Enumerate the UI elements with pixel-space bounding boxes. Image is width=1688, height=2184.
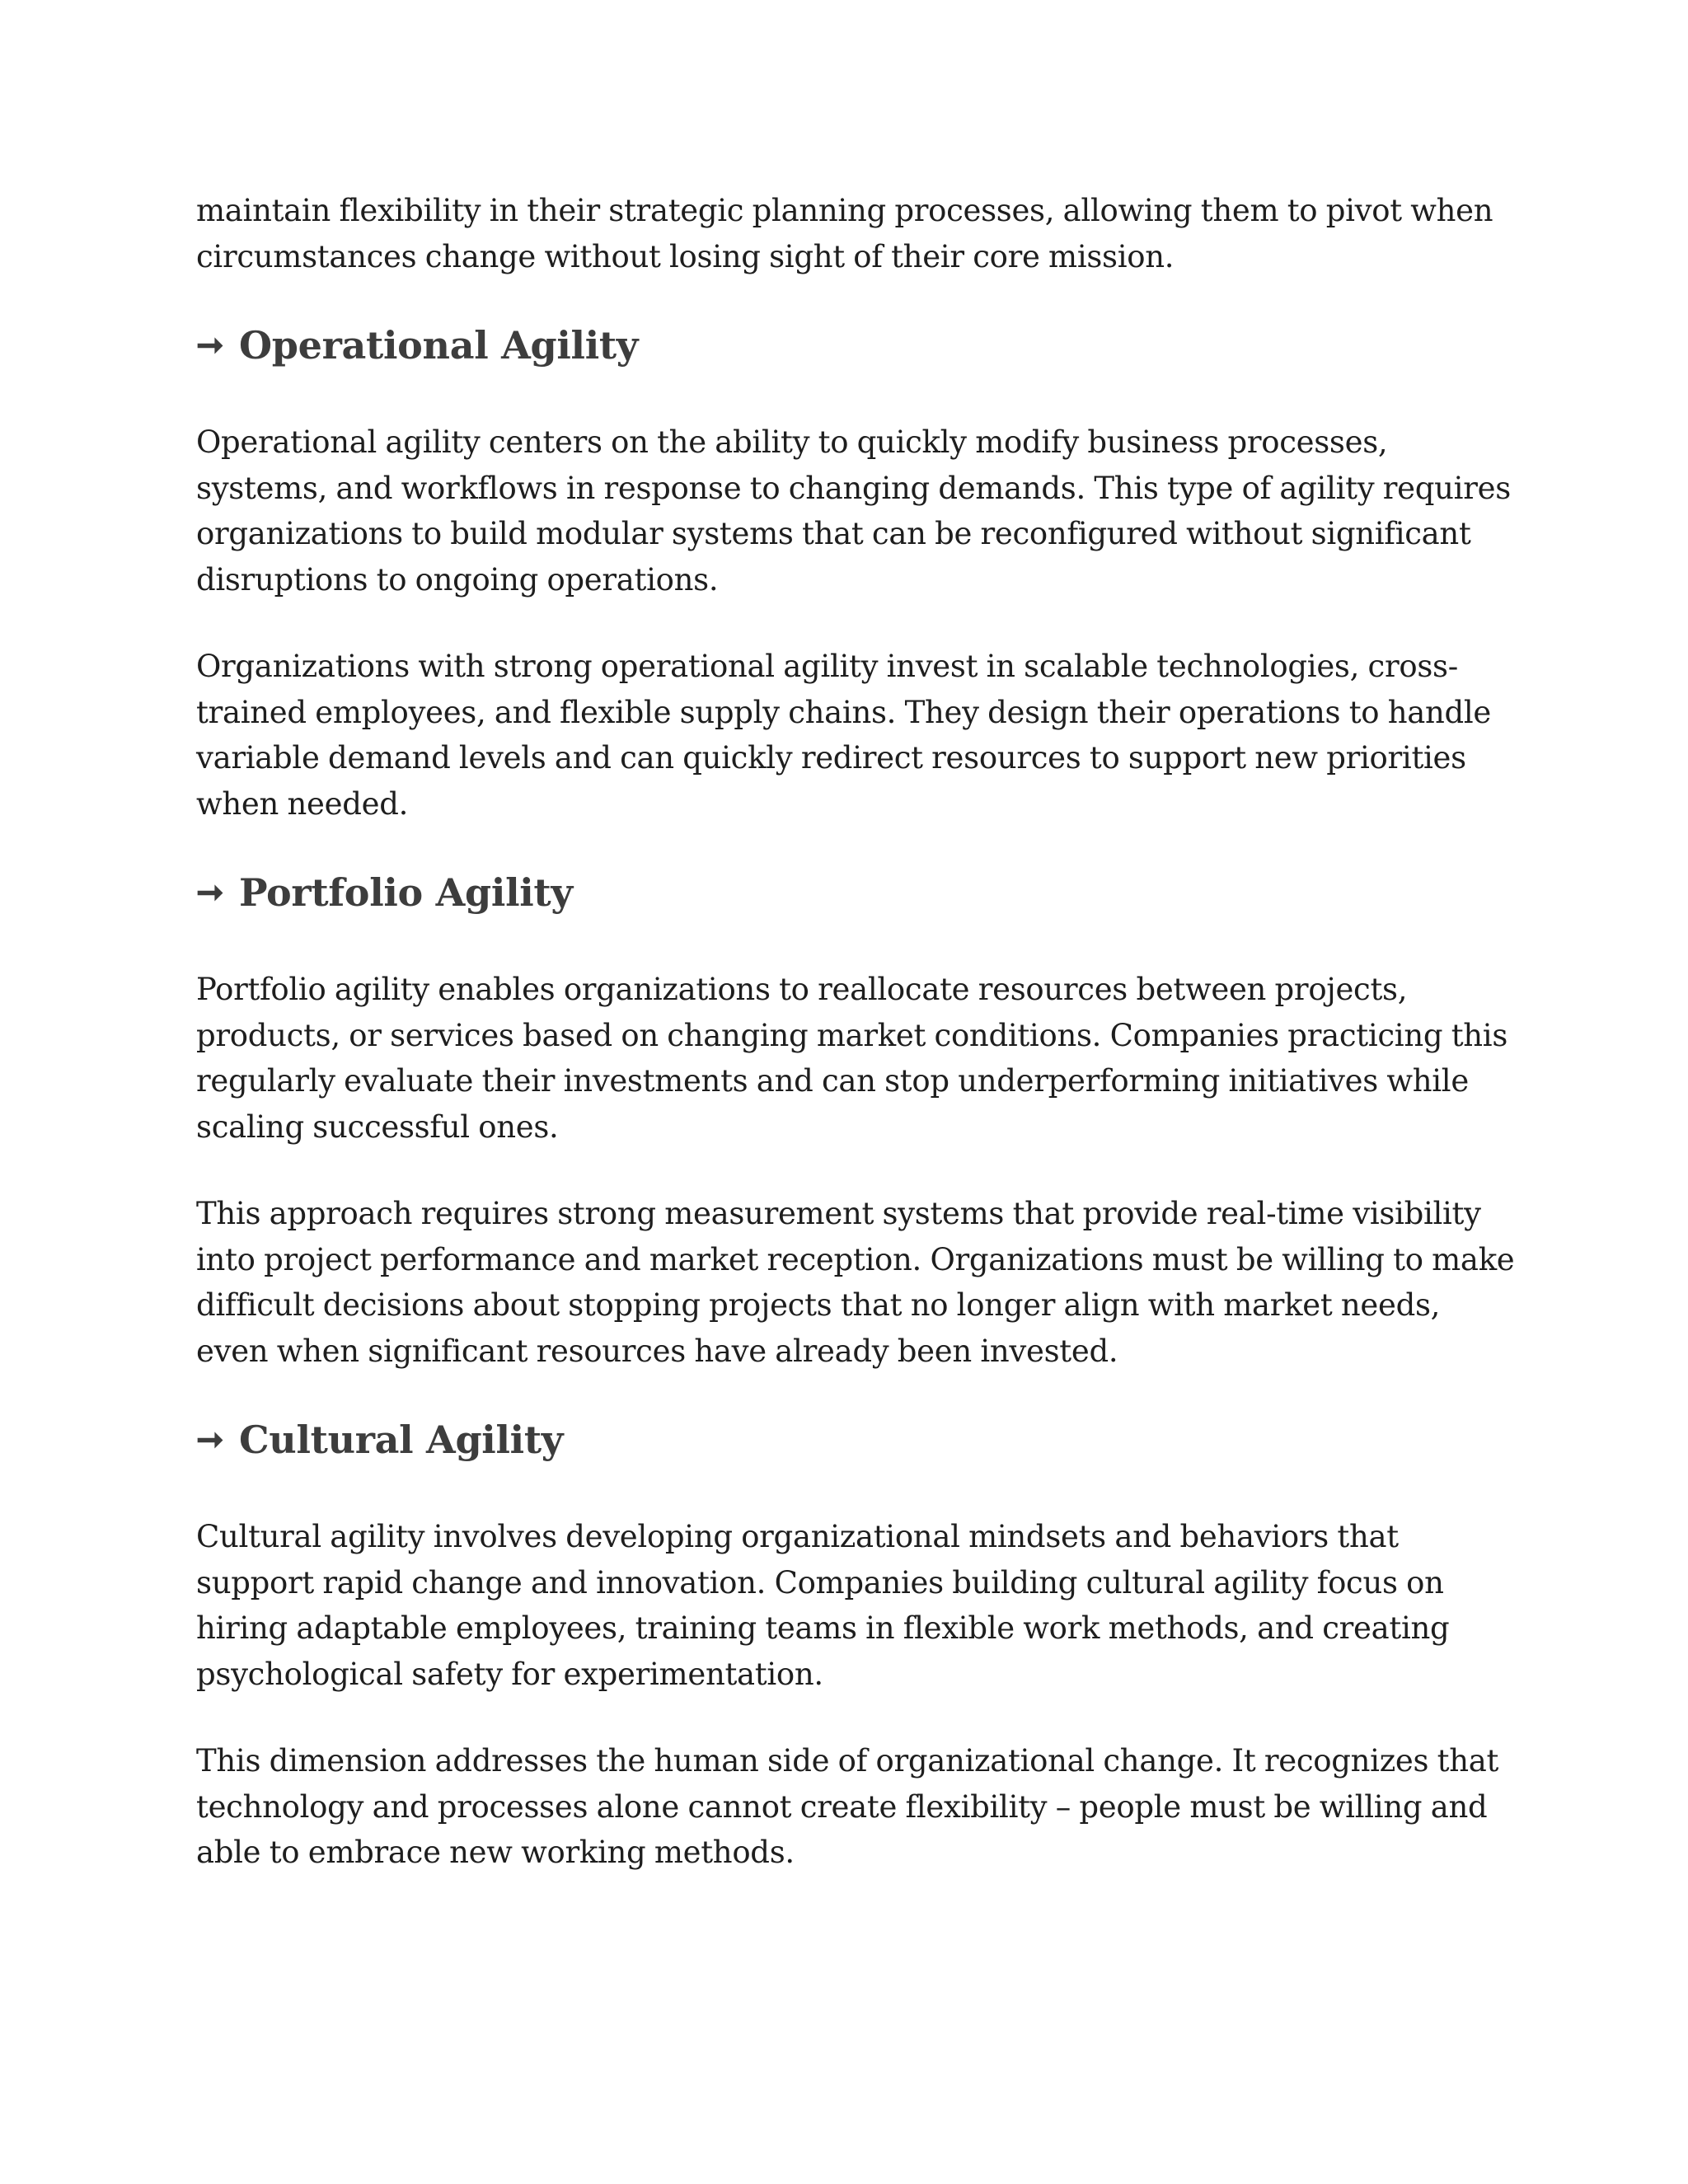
paragraph: This dimension addresses the human side of organizational change. It recognizes that technology and processes alone cannot create flexibility – people must be willing and able to embrace new working methods. [196,1743,1499,1870]
paragraph: Operational agility centers on the ability to quickly modify business processes, systems, and workflows in response to changing demands. This type of agility requires organizations to build modular systems that can be reconfigured without significant disruptions to ongoing operations. [196,424,1511,598]
arrow-icon: ➞ [196,873,224,912]
section-title: Portfolio Agility [239,870,573,915]
document-page [196,188,1515,1917]
section-title: Operational Agility [239,323,639,368]
arrow-icon: ➞ [196,326,224,364]
paragraph: Portfolio agility enables organizations to reallocate resources between projects, products, or services based on changing market conditions. Companies practicing this regularly evaluate their investments and can stop underperforming initiatives while scaling successful ones. [196,972,1508,1145]
section-heading-portfolio-agility [196,868,1515,917]
section-heading-operational-agility [196,321,1515,370]
section-heading-cultural-agility [196,1415,1515,1465]
paragraph: Cultural agility involves developing organizational mindsets and behaviors that support rapid change and innovation. Companies building cultural agility focus on hiring adaptable employees, training teams in flexible work methods, and creating psychological safety for experimentation. [196,1519,1450,1692]
intro-paragraph: maintain flexibility in their strategic planning processes, allowing them to pivot when circumstances change without losing sight of their core mission. [196,193,1493,274]
paragraph: Organizations with strong operational agility invest in scalable technologies, cross-trained employees, and flexible supply chains. They design their operations to handle variable demand levels and can quickly redirect resources to support new priorities when needed. [196,649,1492,822]
arrow-icon: ➞ [196,1420,224,1459]
paragraph: This approach requires strong measurement systems that provide real-time visibility into project performance and market reception. Organizations must be willing to make difficult decisions about stopping projects that no longer align with market needs, even when significant resources have already been invested. [196,1196,1515,1369]
section-title: Cultural Agility [239,1418,564,1462]
